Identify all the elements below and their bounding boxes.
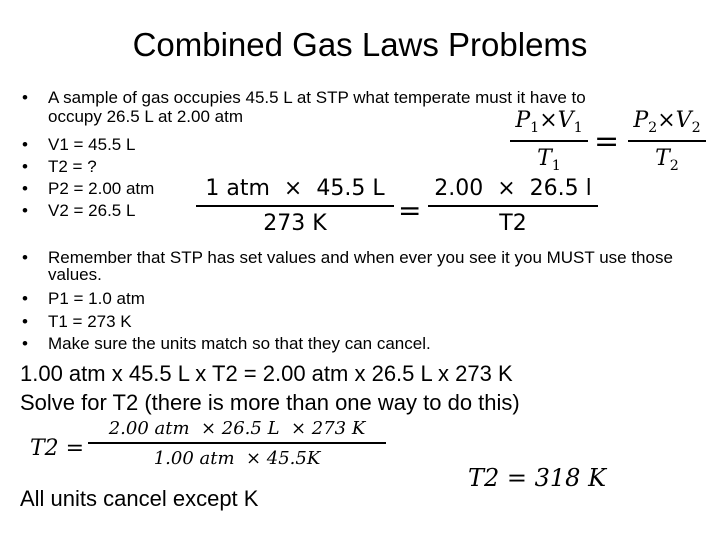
formula-left-fraction bbox=[510, 108, 588, 174]
note-text: T1 = 273 K bbox=[48, 312, 132, 331]
times-sign: × bbox=[657, 108, 676, 133]
subscript: 1 bbox=[530, 120, 540, 136]
given-text: P2 = 2.00 atm bbox=[48, 179, 155, 198]
note-units bbox=[22, 335, 622, 355]
times-sign: × bbox=[539, 108, 558, 133]
substituted-right-denominator: T2 bbox=[499, 211, 527, 236]
note-text: P1 = 1.0 atm bbox=[48, 289, 145, 308]
fraction-bar bbox=[510, 140, 588, 142]
substituted-left-numerator: 1 atm × 45.5 L bbox=[205, 176, 385, 201]
subscript: 1 bbox=[551, 158, 561, 174]
given-text: T2 = ? bbox=[48, 157, 97, 176]
note-line-1: Remember that STP has set values and when ever you see it you MUST use those bbox=[48, 248, 673, 267]
var-t: T bbox=[655, 146, 670, 171]
solution-fraction bbox=[88, 418, 386, 469]
given-v1 bbox=[22, 136, 222, 156]
given-v2 bbox=[22, 202, 222, 222]
bullet-dot: • bbox=[22, 201, 28, 220]
given-t2 bbox=[22, 158, 222, 178]
note-text: Make sure the units match so that they can cancel. bbox=[48, 334, 431, 353]
bullet-dot: • bbox=[22, 312, 28, 331]
formula-equals: = bbox=[594, 124, 620, 159]
var-p: P bbox=[633, 108, 649, 133]
note-t1 bbox=[22, 313, 422, 333]
given-text: V2 = 26.5 L bbox=[48, 201, 136, 220]
formula-right-fraction bbox=[628, 108, 706, 174]
substituted-left-denominator: 273 K bbox=[263, 211, 327, 236]
substituted-formula bbox=[196, 176, 606, 248]
note-stp bbox=[22, 249, 712, 289]
var-p: P bbox=[515, 108, 531, 133]
var-t: T bbox=[537, 146, 552, 171]
bullet-dot: • bbox=[22, 248, 28, 267]
solve-line: Solve for T2 (there is more than one way to do this) bbox=[20, 390, 520, 415]
substituted-left-fraction bbox=[196, 176, 394, 236]
subscript: 2 bbox=[669, 158, 679, 174]
bullet-dot: • bbox=[22, 88, 28, 107]
problem-line-1: A sample of gas occupies 45.5 L at STP what temperate must it have to bbox=[48, 88, 586, 107]
bullet-dot: • bbox=[22, 289, 28, 308]
substituted-right-fraction bbox=[428, 176, 598, 236]
bullet-dot: • bbox=[22, 334, 28, 353]
formula-right-denominator bbox=[628, 146, 706, 174]
subscript: 2 bbox=[691, 120, 701, 136]
formula-left-denominator bbox=[510, 146, 588, 174]
fraction-bar bbox=[428, 205, 598, 207]
fraction-bar bbox=[628, 140, 706, 142]
units-note: All units cancel except K bbox=[20, 486, 259, 511]
solution-numerator: 2.00 atm × 26.5 L × 273 K bbox=[108, 418, 366, 439]
formula-left-numerator bbox=[510, 108, 588, 136]
substituted-equals: = bbox=[398, 194, 422, 227]
bullet-dot: • bbox=[22, 179, 28, 198]
solution-lhs: T2 = bbox=[30, 436, 85, 461]
fraction-bar bbox=[88, 442, 386, 444]
note-p1 bbox=[22, 290, 422, 310]
var-v: V bbox=[675, 108, 692, 133]
subscript: 1 bbox=[573, 120, 583, 136]
equation-line: 1.00 atm x 45.5 L x T2 = 2.00 atm x 26.5 L x 273 K bbox=[20, 361, 513, 386]
bullet-dot: • bbox=[22, 135, 28, 154]
slide-title: Combined Gas Laws Problems bbox=[132, 26, 588, 63]
bullet-dot: • bbox=[22, 157, 28, 176]
general-formula bbox=[510, 108, 710, 178]
solution-denominator: 1.00 atm × 45.5K bbox=[153, 447, 321, 469]
problem-line-2: occupy 26.5 L at 2.00 atm bbox=[48, 107, 243, 126]
note-line-2: values. bbox=[48, 265, 102, 284]
solution-formula bbox=[30, 418, 400, 478]
given-p2 bbox=[22, 180, 222, 200]
substituted-right-numerator: 2.00 × 26.5 l bbox=[434, 176, 592, 201]
given-text: V1 = 45.5 L bbox=[48, 135, 136, 154]
fraction-bar bbox=[196, 205, 394, 207]
var-v: V bbox=[557, 108, 574, 133]
formula-right-numerator bbox=[628, 108, 706, 136]
answer: T2 = 318 K bbox=[468, 464, 607, 492]
subscript: 2 bbox=[648, 120, 658, 136]
